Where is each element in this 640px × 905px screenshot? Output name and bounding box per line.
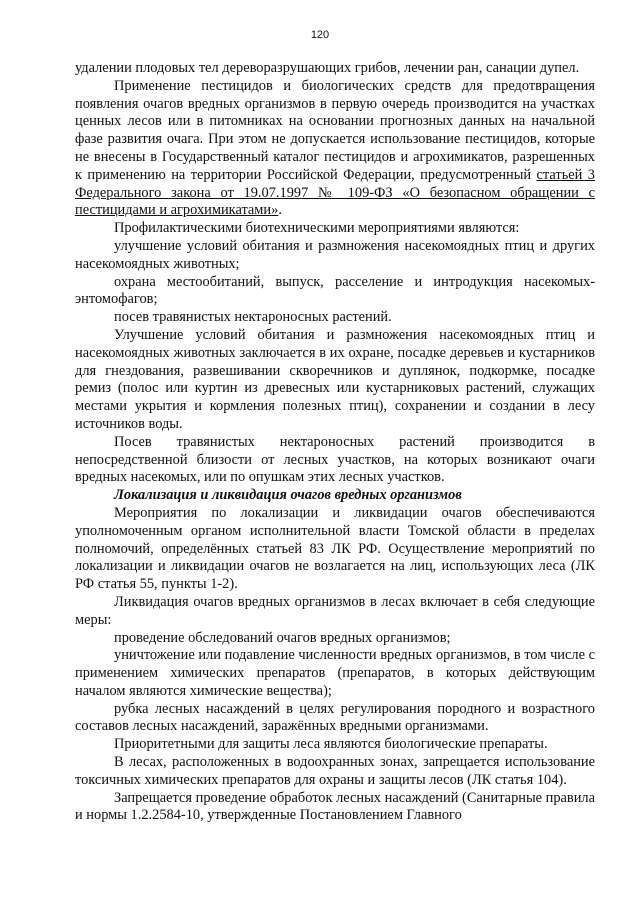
paragraph-treatment-ban: Запрещается проведение обработок лесных насаждений (Санитарные правила и нормы 1.2.2584-10, утвержденные Постановлением Главного (75, 789, 595, 824)
list-item-entomophages: охрана местообитаний, выпуск, расселение и интродукция насекомых-энтомофагов; (75, 273, 595, 308)
list-item-bird-habitat: улучшение условий обитания и размножения насекомоядных птиц и других насекомоядных животных; (75, 237, 595, 272)
paragraph-water-protection: В лесах, расположенных в водоохранных зонах, запрещается использование токсичных химических препаратов для охраны и защиты лесов (ЛК статья 104). (75, 754, 595, 788)
paragraph-biotech-measures-intro: Профилактическими биотехническими мероприятиями являются: (114, 220, 520, 237)
paragraph-pesticide-use (75, 78, 595, 220)
paragraph-biological-priority: Приоритетными для защиты леса являются биологические препараты. (114, 736, 548, 753)
page-number: 120 (310, 29, 330, 41)
paragraph-nectar-sowing: Посев травянистых нектароносных растений производится в непосредственной близости от лесных участков, на которых возникают очаги вредных насекомых, или по опушкам этих лесных участков. (75, 433, 595, 486)
paragraph-localization: Мероприятия по локализации и ликвидации очагов обеспечиваются уполномоченным органом исполнительной власти Томской области в пределах полномочий, определённых статьей 83 ЛК РФ. Осуществление мероприятий по локализации и ликвидации очагов не возлагается на лиц, использующих леса (ЛК РФ статья 55, пункты 1-2). (75, 504, 595, 593)
paragraph-continuation: удалении плодовых тел дереворазрушающих грибов, лечении ран, санации дупел. (75, 60, 580, 76)
list-item-surveys: проведение обследований очагов вредных организмов; (114, 629, 451, 646)
list-item-suppression: уничтожение или подавление численности вредных организмов, в том числе с применением химических препаратов (препаратов, в которых действующим началом являются химические вещества); (75, 647, 595, 699)
paragraph-habitat-improvement: Улучшение условий обитания и размножения насекомоядных птиц и насекомоядных животных заключается в их охране, посадке деревьев и кустарников для гнездования, развешивании скворечников и дуплянок, подкормке, посадке ремиз (полос или куртин из древесных или кустарниковых растений, служащих местами укрытия и кормления полезных птиц), сохранении и создании в лесу источников воды. (75, 326, 595, 432)
paragraph-text: Применение пестицидов и биологических средств для предотвращения появления очагов вредных организмов в первую очередь производится на участках ценных лесов или в питомниках на основании прогнозных данных на начальной фазе развития очага. При этом не допускается использование пестицидов, которые не внесены в Государственный каталог пестицидов и агрохимикатов, разрешенных к применению на территории Российской Федерации, предусмотренный (75, 77, 595, 183)
list-item-nectar-plants: посев травянистых нектароносных растений. (114, 309, 392, 326)
paragraph-liquidation-measures: Ликвидация очагов вредных организмов в лесах включает в себя следующие меры: (75, 593, 595, 628)
paragraph-text-end: . (278, 202, 282, 219)
federal-law-link[interactable]: статьей 3 Федерального закона от 19.07.1997 № 109-ФЗ «О безопасном обращении с пестицидами и агрохимикатами» (75, 166, 595, 219)
document-body (75, 60, 595, 825)
section-heading: Локализация и ликвидация очагов вредных организмов (114, 487, 462, 504)
list-item-felling: рубка лесных насаждений в целях регулирования породного и возрастного составов лесных насаждений, заражённых вредными организмами. (75, 700, 595, 735)
